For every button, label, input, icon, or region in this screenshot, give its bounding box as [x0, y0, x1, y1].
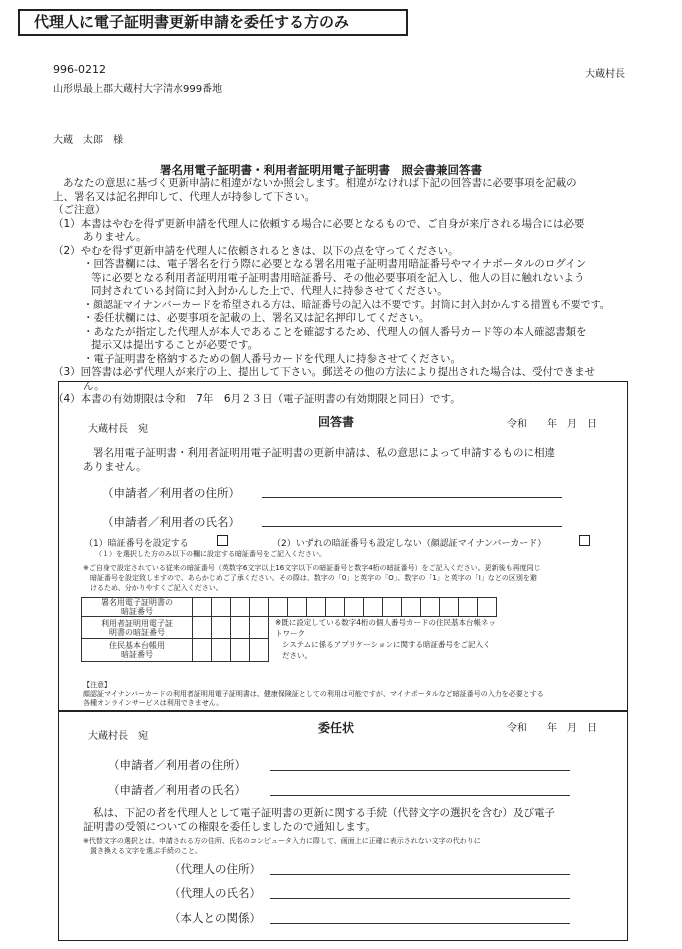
- letter-body: [53, 177, 610, 407]
- note-bullet: ・回答書欄には、電子署名を行う際に必要となる署名用電子証明書用暗証番号やマイナポータルのログイン: [83, 258, 587, 270]
- option-no-pin-checkbox[interactable]: [579, 535, 590, 546]
- note-bullet: 同封されている封筒に封入封かんした上で、代理人に持参させてください。: [91, 285, 448, 297]
- note-item: （2）やむを得ず更新申請を代理人に依頼されるときは、以下の点を守ってください。: [53, 244, 459, 257]
- caution-label: 【注意】: [83, 681, 111, 689]
- pin-table: [81, 597, 497, 662]
- document-title: 代理人に電子証明書更新申請を委任する方のみ: [18, 9, 408, 36]
- proxy-title: 委任状: [318, 721, 355, 735]
- pin-row-label: 署名用電子証明書の 暗証番号: [82, 598, 193, 617]
- pin-cell[interactable]: [212, 617, 231, 639]
- section-divider: [58, 710, 628, 712]
- pin-cell[interactable]: [250, 598, 269, 617]
- agent-name-field[interactable]: [270, 898, 570, 899]
- pin-note: [83, 563, 541, 593]
- pin-side-note-line: ※既に設定している数字4桁の個人番号カードの住民基本台帳ネットワーク: [275, 618, 497, 638]
- pin-cell[interactable]: [193, 617, 212, 639]
- pin-cell[interactable]: [231, 639, 250, 661]
- reply-statement-line: 署名用電子証明書・利用者証明用電子証明書の更新申請は、私の意思によって申請するものに相違: [93, 447, 555, 459]
- pin-row-label: 住民基本台帳用 暗証番号: [82, 639, 193, 661]
- pin-cell[interactable]: [402, 598, 421, 617]
- pin-cell[interactable]: [459, 598, 478, 617]
- recipient: 大蔵 太郎 様: [53, 135, 123, 146]
- pin-side-note-line: システムに係るアプリケーションに関する暗証番号をご記入ください。: [282, 640, 491, 660]
- pin-side-note: [269, 617, 497, 662]
- note-item: ん。: [83, 379, 105, 392]
- relation-field[interactable]: [270, 923, 570, 924]
- pin-cell[interactable]: [250, 639, 269, 661]
- reply-statement-line: ありません。: [83, 460, 147, 473]
- pin-cell[interactable]: [231, 598, 250, 617]
- reply-name-field[interactable]: [262, 526, 562, 527]
- proxy-address-label: （申請者／利用者の住所）: [108, 758, 246, 772]
- note-item: （4）本書の有効期限は令和 7年 6月２３日（電子証明書の有効期限と同日）です。: [53, 393, 461, 405]
- pin-cell[interactable]: [307, 598, 326, 617]
- relation-label: （本人との関係）: [169, 911, 261, 925]
- pin-cell[interactable]: [212, 639, 231, 661]
- postal-code: 996-0212: [53, 63, 106, 76]
- notes-label: （ご注意）: [53, 204, 106, 216]
- pin-note-line: ※ご自身で設定されている従来の暗証番号（英数字6文字以上16文字以下の暗証番号と数字4桁の暗証番号）をご記入ください。更新後も再度同じ: [83, 564, 541, 572]
- pin-cell[interactable]: [212, 598, 231, 617]
- intro-line: あなたの意思に基づく更新申請に相違がないか照会します。相違がなければ下記の回答書に必要事項を記載の: [63, 177, 577, 189]
- reply-statement: [83, 447, 555, 474]
- proxy-address-field[interactable]: [270, 770, 570, 771]
- pin-cell[interactable]: [364, 598, 383, 617]
- proxy-name-label: （申請者／利用者の氏名）: [108, 783, 246, 797]
- note-bullet: 提示又は提出することが必要です。: [91, 339, 259, 351]
- option-no-pin: （2）いずれの暗証番号も設定しない（顔認証マイナンバーカード）: [272, 539, 547, 549]
- note-item: ありません。: [83, 231, 147, 243]
- pin-cell[interactable]: [421, 598, 440, 617]
- proxy-statement: [83, 807, 555, 834]
- note-bullet: ・委任状欄には、必要事項を記載の上、署名又は記名押印してください。: [83, 312, 430, 324]
- note-bullet: ・あなたが指定した代理人が本人であることを確認するため、代理人の個人番号カード等の本人確認書類を: [83, 325, 587, 338]
- proxy-statement-line: 私は、下記の者を代理人として電子証明書の更新に関する手続（代替文字の選択を含む）及び電子: [93, 807, 555, 819]
- pin-row-signature: [82, 598, 497, 617]
- reply-addressee: 大蔵村長 宛: [88, 424, 148, 435]
- reply-name-label: （申請者／利用者の氏名）: [102, 515, 240, 529]
- proxy-note-line: ※代替文字の選択とは、申請される方の住所、氏名のコンピュータ入力に際して、画面上に正確に表示されない文字の代わりに: [83, 837, 481, 845]
- pin-cell[interactable]: [383, 598, 402, 617]
- pin-cell[interactable]: [250, 617, 269, 639]
- proxy-note-line: 置き換える文字を選ぶ手続のこと。: [90, 847, 202, 855]
- agent-address-label: （代理人の住所）: [169, 862, 261, 876]
- pin-row-user-auth: [82, 617, 497, 639]
- proxy-statement-line: 証明書の受領についての権限を委任しましたので通知します。: [83, 820, 376, 833]
- reply-title: 回答書: [318, 415, 355, 429]
- caution-line: 顔認証マイナンバーカードの利用者証明用電子証明書は、健康保険証としての利用は可能ですが、マイナポータルなど暗証番号の入力を必要とする: [83, 690, 544, 698]
- pin-cell[interactable]: [326, 598, 345, 617]
- pin-cell[interactable]: [231, 617, 250, 639]
- pin-cell[interactable]: [440, 598, 459, 617]
- agent-name-label: （代理人の氏名）: [169, 886, 261, 900]
- pin-note-line: 暗証番号を設定致しますので、あらかじめご了承ください。その際は、数字の「0」と英字の「O」、数字の「1」と英字の「I」などの区別を避: [90, 574, 537, 582]
- proxy-name-field[interactable]: [270, 795, 570, 796]
- pin-cell[interactable]: [345, 598, 364, 617]
- caution: [83, 681, 544, 708]
- pin-cell[interactable]: [269, 598, 288, 617]
- letter-heading: 署名用電子証明書・利用者証明用電子証明書 照会書兼回答書: [160, 163, 482, 177]
- note-bullet: 等に必要となる利用者証明用電子証明書用暗証番号、その他必要事項を記入し、他人の目に触れないよう: [91, 271, 585, 284]
- intro-line: 上、署名又は記名押印して、代理人が持参して下さい。: [53, 190, 316, 203]
- option-set-pin-checkbox[interactable]: [217, 535, 228, 546]
- pin-cell[interactable]: [193, 598, 212, 617]
- pin-cell[interactable]: [478, 598, 497, 617]
- note-bullet: ・電子証明書を格納するための個人番号カードを代理人に持参させてください。: [83, 352, 461, 365]
- option-note: （１）を選択した方のみ以下の欄に設定する暗証番号をご記入ください。: [95, 550, 326, 558]
- caution-line: 各種オンラインサービスは利用できません。: [83, 699, 224, 707]
- sender: 大蔵村長: [585, 69, 625, 80]
- reply-address-label: （申請者／利用者の住所）: [102, 486, 240, 500]
- option-set-pin: （1）暗証番号を設定する: [84, 539, 189, 549]
- agent-address-field[interactable]: [270, 874, 570, 875]
- reply-date-label: 令和 年 月 日: [507, 419, 597, 430]
- proxy-note: [83, 836, 481, 856]
- note-bullet: ・顔認証マイナンバーカードを希望される方は、暗証番号の記入は不要です。封筒に封入封かんする措置も不要です。: [83, 299, 610, 311]
- reply-address-field[interactable]: [262, 497, 562, 498]
- pin-row-label: 利用者証明用電子証 明書の暗証番号: [82, 617, 193, 639]
- note-item: （1）本書はやむを得ず更新申請を代理人に依頼する場合に必要となるもので、ご自身が来庁される場合には必要: [53, 217, 585, 230]
- proxy-addressee: 大蔵村長 宛: [88, 731, 148, 742]
- pin-note-line: けるため、分かりやすくご記入ください。: [90, 584, 223, 592]
- pin-cell[interactable]: [288, 598, 307, 617]
- address: 山形県最上郡大蔵村大字清水999番地: [53, 84, 223, 95]
- note-item: （3）回答書は必ず代理人が来庁の上、提出して下さい。郵送その他の方法により提出された場合は、受付できませ: [53, 366, 596, 378]
- proxy-date-label: 令和 年 月 日: [507, 723, 597, 734]
- pin-cell[interactable]: [193, 639, 212, 661]
